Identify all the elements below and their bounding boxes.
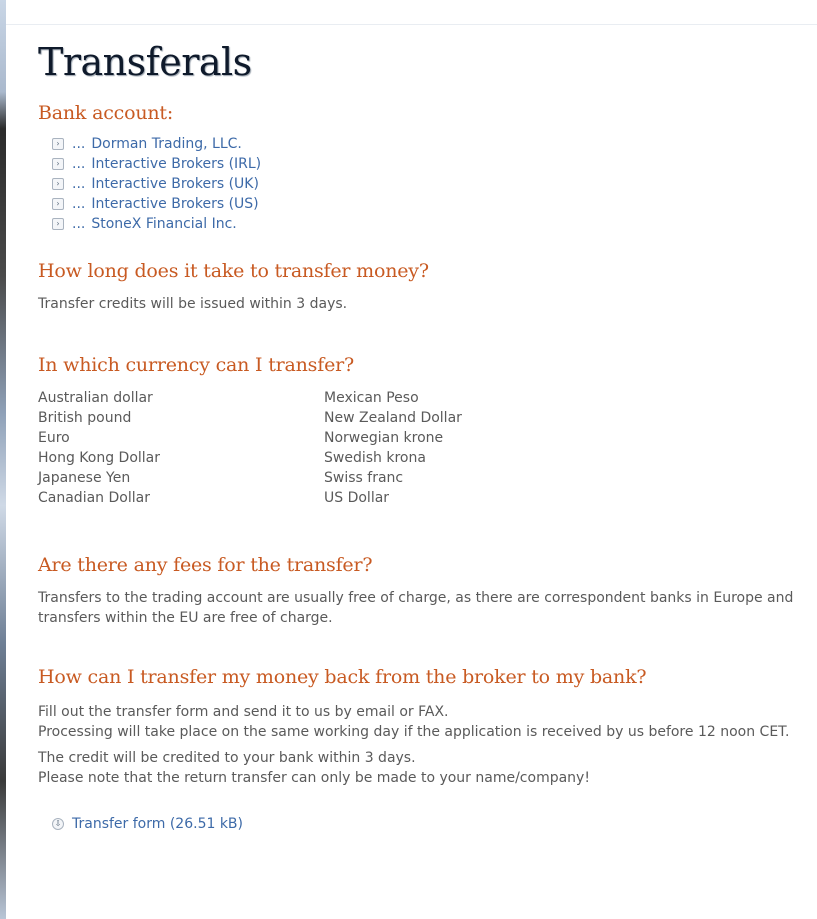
currency-item: Swiss franc	[324, 470, 404, 486]
list-item	[52, 214, 798, 234]
bank-link-ib-irl[interactable]: ... Interactive Brokers (IRL)	[72, 156, 262, 172]
currency-item: Euro	[38, 430, 70, 446]
currency-item: Canadian Dollar	[38, 490, 150, 506]
download-row	[52, 816, 798, 832]
main-content	[38, 40, 798, 832]
chevron-right-icon: ›	[52, 198, 64, 210]
transfer-form-link[interactable]: Transfer form (26.51 kB)	[72, 816, 244, 832]
fees-section	[38, 554, 798, 628]
chevron-right-icon: ›	[52, 138, 64, 150]
currency-heading: In which currency can I transfer?	[38, 354, 354, 376]
return-text-4: Please note that the return transfer can only be made to your name/company!	[38, 770, 590, 786]
chevron-right-icon: ›	[52, 178, 64, 190]
currency-column-left	[38, 388, 324, 508]
bank-link-ib-us[interactable]: ... Interactive Brokers (US)	[72, 196, 259, 212]
currency-item: Mexican Peso	[324, 390, 419, 406]
currency-item: Norwegian krone	[324, 430, 444, 446]
download-icon: ⇩	[52, 818, 64, 830]
list-item	[52, 194, 798, 214]
currency-column-right	[324, 388, 610, 508]
bank-list	[52, 134, 798, 234]
list-item	[52, 134, 798, 154]
bank-link-ib-uk[interactable]: ... Interactive Brokers (UK)	[72, 176, 259, 192]
currency-section	[38, 354, 798, 508]
return-text-1: Fill out the transfer form and send it to us by email or FAX.	[38, 704, 449, 720]
chevron-right-icon: ›	[52, 158, 64, 170]
fees-text: Transfers to the trading account are usually free of charge, as there are correspondent banks in Europe and transfers within the EU are free of charge.	[38, 590, 794, 626]
duration-text: Transfer credits will be issued within 3 days.	[38, 296, 348, 312]
currency-item: Australian dollar	[38, 390, 153, 406]
window-left-edge	[0, 0, 6, 919]
chevron-right-icon: ›	[52, 218, 64, 230]
return-text-3: The credit will be credited to your bank within 3 days.	[38, 750, 416, 766]
fees-heading: Are there any fees for the transfer?	[38, 554, 373, 576]
currency-item: US Dollar	[324, 490, 390, 506]
bank-link-stonex[interactable]: ... StoneX Financial Inc.	[72, 216, 237, 232]
currency-item: British pound	[38, 410, 132, 426]
duration-heading: How long does it take to transfer money?	[38, 260, 429, 282]
list-item	[52, 174, 798, 194]
bank-section	[38, 102, 798, 234]
currency-item: Swedish krona	[324, 450, 426, 466]
top-divider	[6, 24, 817, 25]
return-section	[38, 666, 798, 832]
bank-link-dorman[interactable]: ... Dorman Trading, LLC.	[72, 136, 242, 152]
bank-heading: Bank account:	[38, 102, 174, 124]
duration-section	[38, 260, 798, 314]
currency-item: Japanese Yen	[38, 470, 131, 486]
currency-grid	[38, 388, 798, 508]
currency-item: New Zealand Dollar	[324, 410, 462, 426]
currency-item: Hong Kong Dollar	[38, 450, 161, 466]
list-item	[52, 154, 798, 174]
return-heading: How can I transfer my money back from the broker to my bank?	[38, 666, 647, 688]
page-title: Transferals	[38, 40, 252, 84]
return-text-2: Processing will take place on the same working day if the application is received by us before 12 noon CET.	[38, 724, 790, 740]
